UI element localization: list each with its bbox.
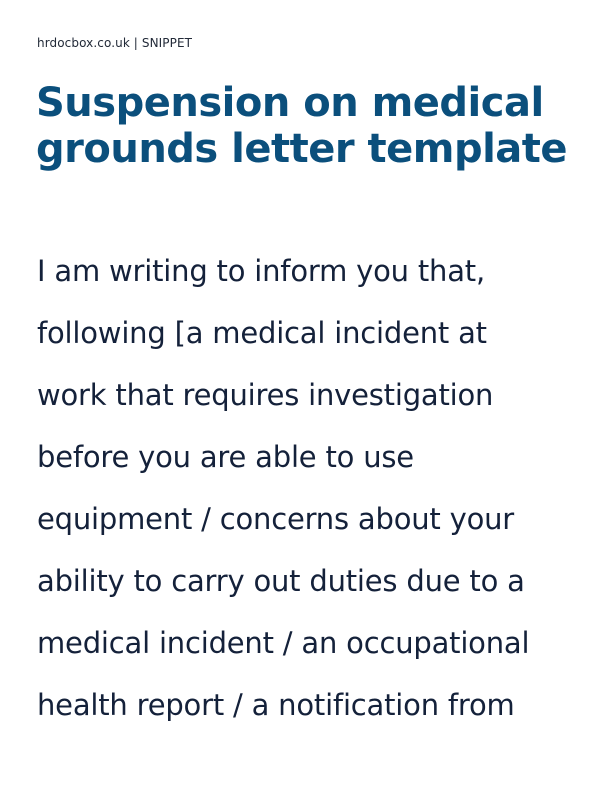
body-line: before you are able to use: [37, 440, 414, 474]
body-line: ability to carry out duties due to a: [37, 564, 525, 598]
source-label: hrdocbox.co.uk | SNIPPET: [37, 36, 193, 50]
letter-body: [37, 240, 577, 736]
body-line: equipment / concerns about your: [37, 502, 515, 536]
page-title: Suspension on medical grounds letter template: [36, 80, 568, 172]
body-line: following [a medical incident at: [37, 316, 487, 350]
body-line: work that requires investigation: [37, 378, 494, 412]
body-line: I am writing to inform you that,: [37, 254, 485, 288]
body-line: medical incident / an occupational: [37, 626, 530, 660]
body-line: health report / a notification from: [37, 688, 515, 722]
